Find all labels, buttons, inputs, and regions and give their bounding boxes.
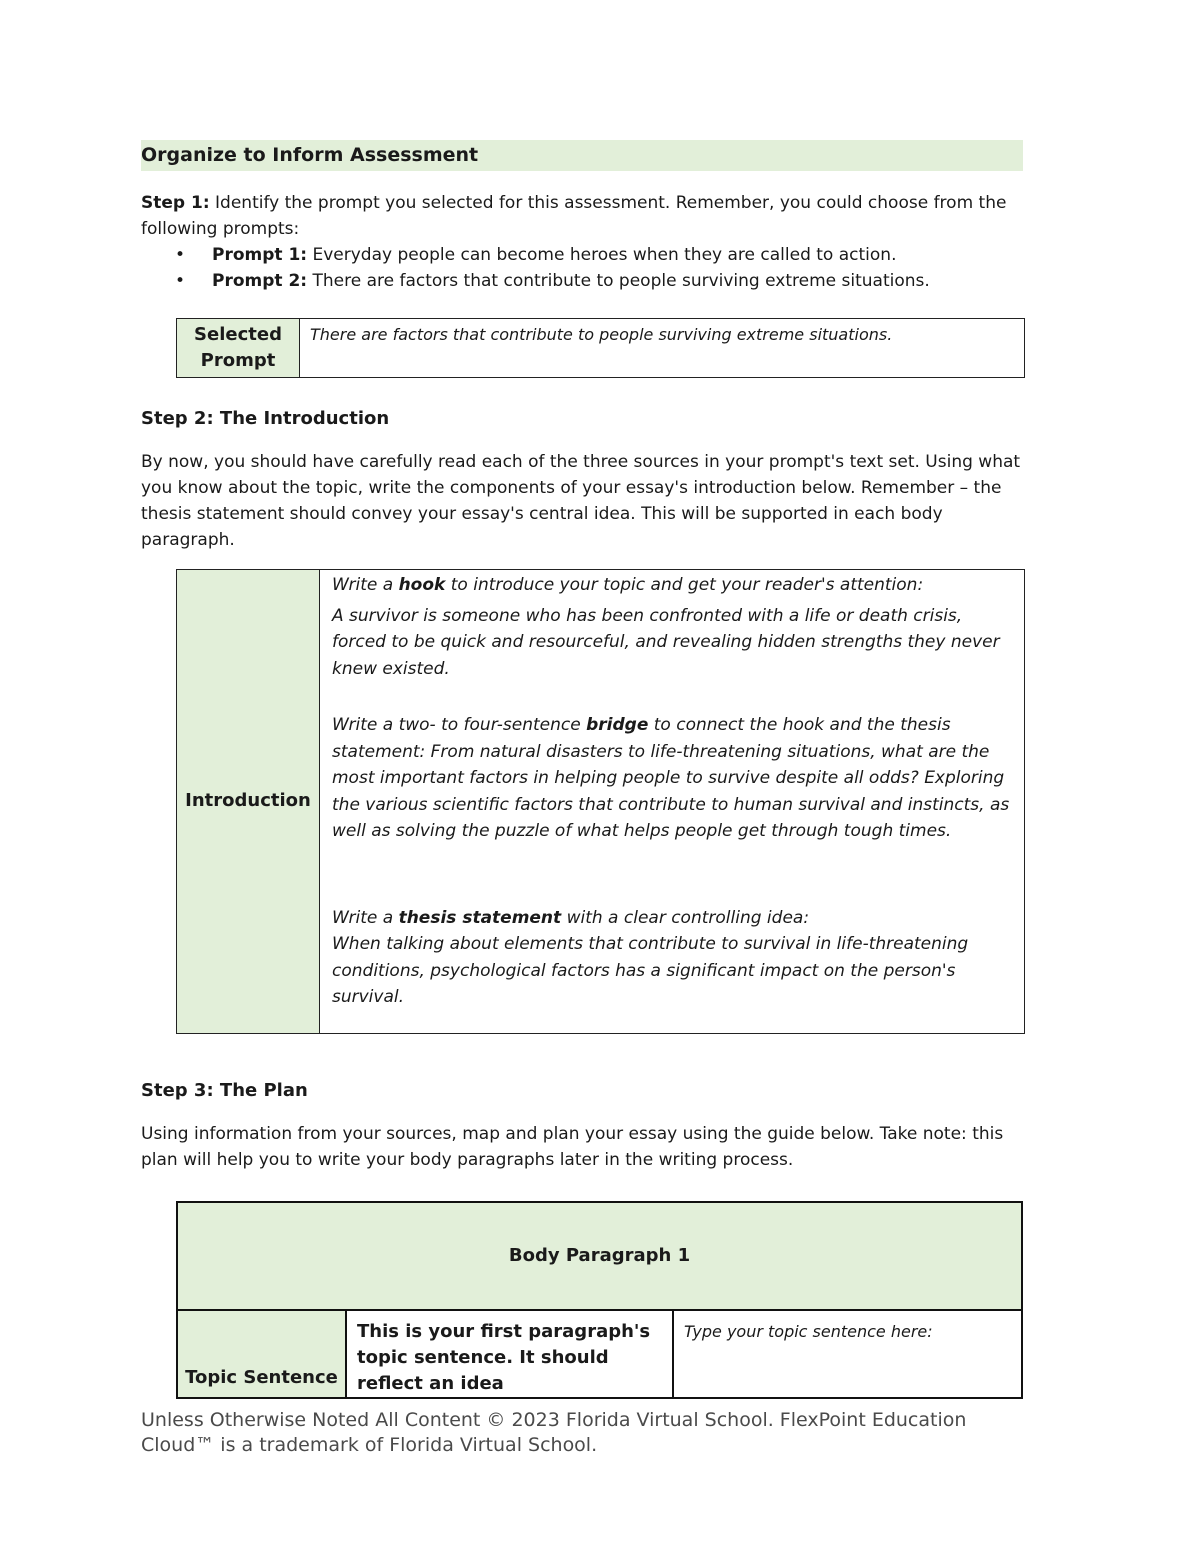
- topic-sentence-description: This is your first paragraph's topic sentence. It should reflect an idea: [346, 1310, 673, 1398]
- bridge-text: [332, 712, 1012, 845]
- prompt-text: Everyday people can become heroes when they are called to action.: [312, 245, 897, 265]
- bullet-icon: •: [175, 271, 186, 291]
- step1-label: Step 1:: [141, 193, 210, 213]
- page-title: Organize to Inform Assessment: [141, 140, 1023, 171]
- table-row: [177, 570, 1025, 1034]
- hook-answer: A survivor is someone who has been confronted with a life or death crisis, forced to be quick and resourceful, and revealing hidden strengths they never knew existed.: [332, 605, 1000, 679]
- thesis-pre: Write a: [332, 907, 399, 928]
- thesis-answer: When talking about elements that contribute to survival in life-threatening conditions, psychological factors has a significant impact on the person's survival.: [332, 934, 969, 1007]
- footer-copyright: Unless Otherwise Noted All Content © 2023 Florida Virtual School. FlexPoint Education Cloud™ is a trademark of Florida Virtual School.: [141, 1409, 967, 1456]
- introduction-label: Introduction: [177, 570, 320, 1034]
- prompt-list: [141, 242, 1023, 294]
- selected-prompt-table: [176, 318, 1025, 378]
- hook-pre: Write a: [332, 575, 399, 595]
- table-row: [177, 1202, 1022, 1310]
- table-row: [177, 1310, 1022, 1398]
- step1-text: Identify the prompt you selected for this assessment. Remember, you could choose from the following prompts:: [141, 193, 1007, 239]
- body-paragraph-heading: Body Paragraph 1: [177, 1202, 1022, 1310]
- prompt-label: Prompt 1:: [212, 245, 308, 265]
- step3-heading: Step 3: The Plan: [141, 1079, 308, 1101]
- step3-text: Using information from your sources, map and plan your essay using the guide below. Take note: this plan will help you to write your body paragraphs later in the writing process.: [141, 1123, 1004, 1170]
- bridge-pre: Write a two- to four-sentence: [332, 715, 587, 735]
- topic-sentence-input[interactable]: Type your topic sentence here:: [673, 1310, 1022, 1398]
- hook-prompt: [332, 572, 1012, 599]
- plan-table: [176, 1201, 1023, 1399]
- bridge-post: to connect the hook and the thesis statement: From natural disasters to life-threatening situations, what are the most important factors in helping people to survive despite all odds? Exploring the various scientific factors that contribute to human survival and instincts, as well as solving the puzzle of what helps people get through tough times.: [332, 715, 1010, 841]
- list-item: [141, 268, 1023, 294]
- thesis-prompt: [332, 905, 1012, 932]
- document-content: [141, 140, 1023, 1399]
- step2-text: By now, you should have carefully read each of the three sources in your prompt's text set. Using what you know about the topic, write the components of your essay's introduction below. Remember – the thesis statement should convey your essay's central idea. This will be supported in each body paragraph.: [141, 452, 1021, 550]
- hook-keyword: hook: [398, 575, 446, 595]
- bridge-keyword: bridge: [586, 715, 649, 735]
- prompt-text: There are factors that contribute to people surviving extreme situations.: [312, 271, 930, 291]
- selected-label-line2: Prompt: [200, 350, 276, 371]
- step1-paragraph: [141, 190, 1023, 242]
- selected-prompt-label: [177, 319, 300, 378]
- selected-prompt-field[interactable]: There are factors that contribute to people surviving extreme situations.: [300, 319, 1025, 378]
- thesis-keyword: thesis statement: [398, 907, 562, 928]
- introduction-field[interactable]: [320, 570, 1025, 1034]
- introduction-table: [176, 569, 1025, 1034]
- list-item: [141, 242, 1023, 268]
- thesis-post: with a clear controlling idea:: [561, 907, 810, 928]
- prompt-label: Prompt 2:: [212, 271, 308, 291]
- topic-sentence-label: Topic Sentence: [177, 1310, 346, 1398]
- hook-post: to introduce your topic and get your reader's attention:: [445, 575, 924, 595]
- step2-heading: Step 2: The Introduction: [141, 408, 390, 429]
- bullet-icon: •: [175, 245, 186, 265]
- table-row: [177, 319, 1025, 378]
- selected-label-line1: Selected: [194, 324, 282, 345]
